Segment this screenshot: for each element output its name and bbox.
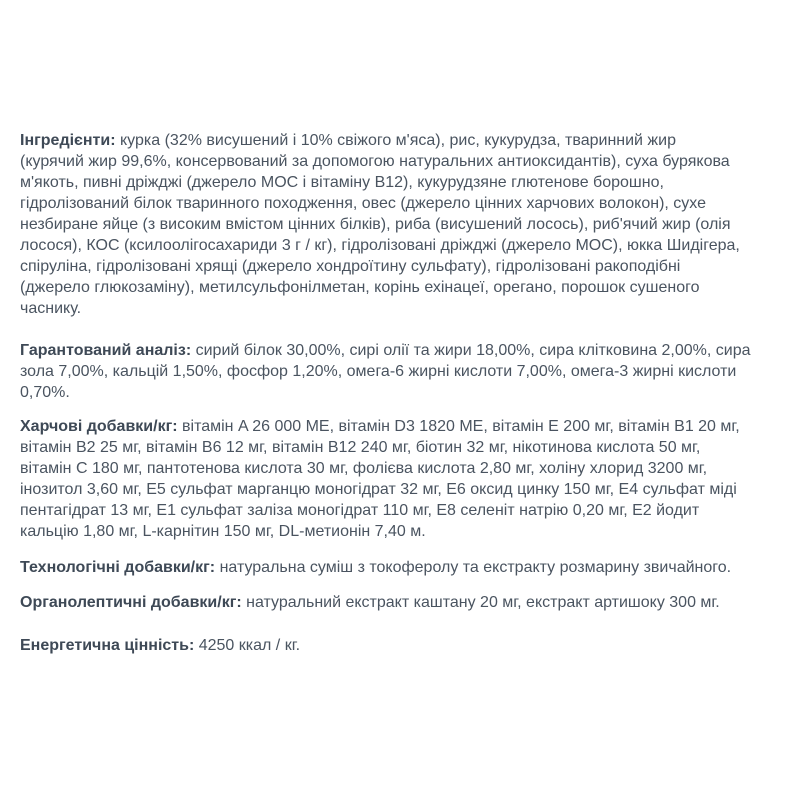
text-line: часнику. bbox=[20, 300, 82, 317]
text-line: кальцію 1,80 мг, L-карнітин 150 мг, DL-метионін 7,40 м. bbox=[20, 523, 426, 540]
text-line: 0,70%. bbox=[20, 384, 70, 401]
section-energy-value bbox=[20, 635, 782, 656]
section-ingredients bbox=[20, 130, 782, 319]
section-label: Інгредієнти: bbox=[20, 132, 116, 149]
text-line: (джерело глюкозаміну), метилсульфонілметан, корінь ехінацеї, орегано, порошок сушеного bbox=[20, 279, 700, 296]
text-line: лосося), КОС (ксилоолігосахариди 3 г / кг), гідролізовані дріжджі (джерело МОС), юкка Шидігера, bbox=[20, 237, 740, 254]
section-guaranteed-analysis bbox=[20, 340, 782, 403]
section-nutritional-additives bbox=[20, 416, 782, 542]
text-line: Гарантований аналіз: сирий білок 30,00%, сирі олії та жири 18,00%, сира клітковина 2,00%, сира bbox=[20, 342, 751, 359]
section-label: Енергетична цінність: bbox=[20, 637, 195, 654]
text-line: м'якоть, пивні дріжджі (джерело МОС і вітаміну B12), кукурудзяне глютенове борошно, bbox=[20, 174, 664, 191]
text-line: гідролізований білок тваринного походження, овес (джерело цінних харчових волокон), сухе bbox=[20, 195, 707, 212]
text-line: Інгредієнти: курка (32% висушений і 10% свіжого м'яса), рис, кукурудза, тваринний жир bbox=[20, 132, 676, 149]
section-label: Органолептичні добавки/кг: bbox=[20, 594, 242, 611]
text-line: (курячий жир 99,6%, консервований за допомогою натуральних антиоксидантів), суха бурякова bbox=[20, 153, 730, 170]
text-line: інозитол 3,60 мг, E5 сульфат марганцю моногідрат 32 мг, E6 оксид цинку 150 мг, E4 сульфат міді bbox=[20, 481, 737, 498]
section-label: Харчові добавки/кг: bbox=[20, 418, 178, 435]
text-line: спіруліна, гідролізовані хрящі (джерело хондроїтину сульфату), гідролізовані ракоподібні bbox=[20, 258, 681, 275]
text-line: вітамін C 180 мг, пантотенова кислота 30 мг, фолієва кислота 2,80 мг, холіну хлорид 3200 мг, bbox=[20, 460, 708, 477]
text-line: незбиране яйце (з високим вмістом цінних білків), риба (висушений лосось), риб'ячий жир (олія bbox=[20, 216, 731, 233]
sections-container bbox=[20, 130, 782, 656]
text-line: Енергетична цінність: 4250 ккал / кг. bbox=[20, 637, 301, 654]
section-technological-additives bbox=[20, 557, 782, 578]
section-label: Гарантований аналіз: bbox=[20, 342, 192, 359]
section-label: Технологічні добавки/кг: bbox=[20, 559, 216, 576]
text-line: Органолептичні добавки/кг: натуральний екстракт каштану 20 мг, екстракт артишоку 300 мг. bbox=[20, 594, 720, 611]
section-organoleptic-additives bbox=[20, 592, 782, 613]
text-line: Харчові добавки/кг: вітамін A 26 000 МЕ, вітамін D3 1820 МЕ, вітамін E 200 мг, вітамін B1 20 мг, bbox=[20, 418, 740, 435]
text-line: Технологічні добавки/кг: натуральна суміш з токоферолу та екстракту розмарину звичайного. bbox=[20, 559, 732, 576]
text-line: пентагідрат 13 мг, E1 сульфат заліза моногідрат 110 мг, E8 селеніт натрію 0,20 мг, E2 йодит bbox=[20, 502, 700, 519]
text-line: вітамін B2 25 мг, вітамін B6 12 мг, вітамін B12 240 мг, біотин 32 мг, нікотинова кислота 50 мг, bbox=[20, 439, 701, 456]
text-line: зола 7,00%, кальцій 1,50%, фосфор 1,20%, омега-6 жирні кислоти 7,00%, омега-3 жирні кислоти bbox=[20, 363, 737, 380]
